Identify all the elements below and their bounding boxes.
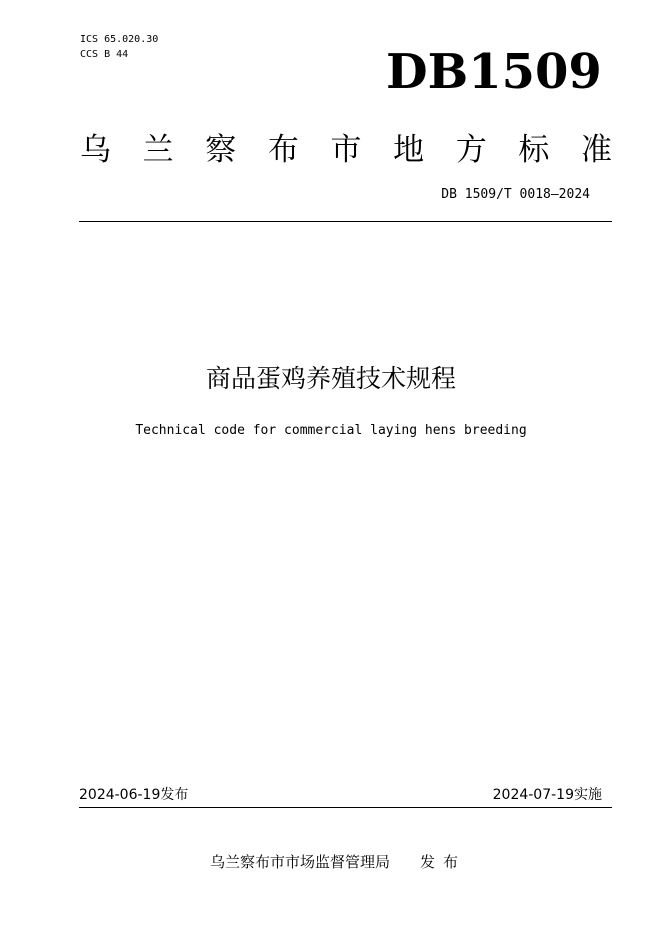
classification-codes xyxy=(80,32,158,62)
standard-number: DB 1509/T 0018—2024 xyxy=(441,187,590,202)
db-logo: DB1509 xyxy=(386,44,602,100)
document-title: 商品蛋鸡养殖技术规程 xyxy=(205,364,456,393)
standard-type-char: 准 xyxy=(581,132,612,168)
standard-type-char: 察 xyxy=(205,132,237,168)
document-english-title: Technical code for commercial laying hens breeding xyxy=(135,423,527,438)
issuer-name: 乌兰察布市市场监督管理局 xyxy=(210,853,391,871)
footer-divider xyxy=(79,807,612,808)
standard-type-char: 布 xyxy=(267,132,299,168)
implementation-date: 2024-07-19实施 xyxy=(492,787,602,803)
standard-type-char: 方 xyxy=(455,132,487,168)
ics-code: ICS 65.020.30 xyxy=(80,34,159,45)
standard-type-char: 乌 xyxy=(80,132,111,168)
standard-type-char: 市 xyxy=(330,132,362,168)
standard-type-char: 标 xyxy=(518,132,550,168)
standard-type-char: 兰 xyxy=(142,132,174,168)
ccs-code: CCS B 44 xyxy=(80,49,129,60)
issuer-line xyxy=(210,851,466,873)
release-date: 2024-06-19发布 xyxy=(79,787,189,803)
standard-type-title xyxy=(80,130,612,170)
standard-type-char: 地 xyxy=(393,132,425,168)
issue-label: 发布 xyxy=(420,853,467,871)
header-divider xyxy=(79,221,612,222)
